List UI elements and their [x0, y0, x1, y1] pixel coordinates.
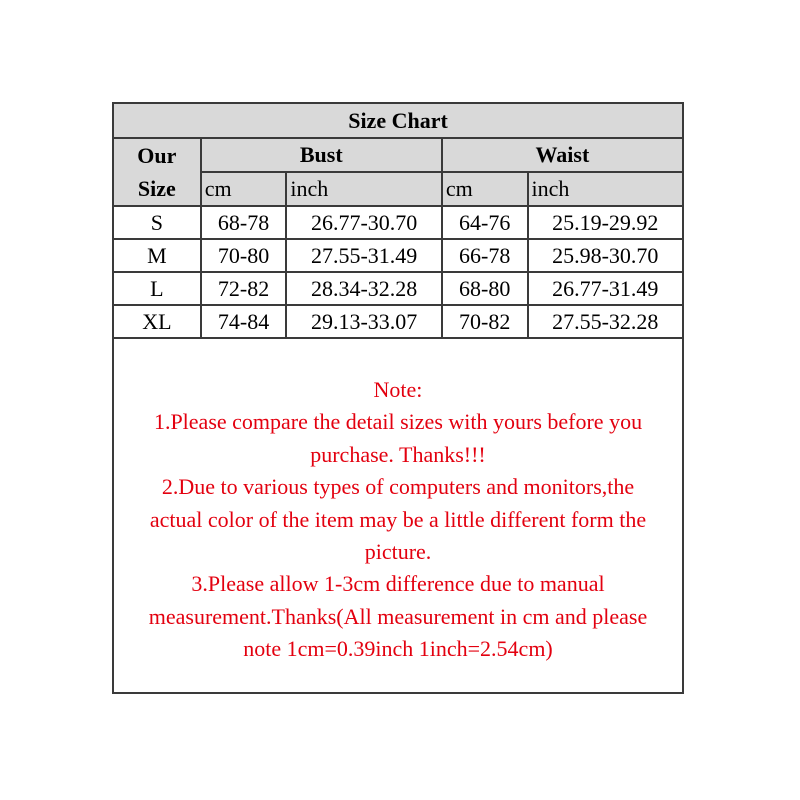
- bust-cm-cell: 68-78: [201, 206, 287, 239]
- note-line: 1.Please compare the detail sizes with yours before you: [153, 409, 643, 435]
- note-line: picture.: [364, 539, 432, 565]
- waist-inch-cell: 27.55-32.28: [528, 305, 683, 338]
- bust-cm-cell: 72-82: [201, 272, 287, 305]
- size-chart-frame: [112, 102, 684, 694]
- waist-inch-cell: 25.98-30.70: [528, 239, 683, 272]
- note-line: actual color of the item may be a little different form the: [149, 506, 647, 532]
- table-row: [113, 305, 683, 338]
- waist-cm-cell: 64-76: [442, 206, 528, 239]
- waist-cm-cell: 66-78: [442, 239, 528, 272]
- bust-inch-cell: 29.13-33.07: [286, 305, 441, 338]
- bust-inch-cell: 28.34-32.28: [286, 272, 441, 305]
- bust-inch-cell: 26.77-30.70: [286, 206, 441, 239]
- size-cell: L: [113, 272, 201, 305]
- table-row: [113, 239, 683, 272]
- waist-inch-cell: 25.19-29.92: [528, 206, 683, 239]
- table-row: [113, 206, 683, 239]
- note-line: 3.Please allow 1-3cm difference due to manual: [191, 571, 605, 597]
- note-block: [114, 374, 682, 666]
- bust-cm-cell: 74-84: [201, 305, 287, 338]
- size-cell: XL: [113, 305, 201, 338]
- bust-cm-cell: 70-80: [201, 239, 287, 272]
- waist-cm-cell: 68-80: [442, 272, 528, 305]
- size-chart-table: [112, 102, 684, 339]
- table-row: [113, 272, 683, 305]
- waist-cm-header: cm: [442, 172, 528, 206]
- table-title: Size Chart: [113, 103, 683, 138]
- size-cell: S: [113, 206, 201, 239]
- waist-inch-cell: 26.77-31.49: [528, 272, 683, 305]
- bust-header: Bust: [201, 138, 442, 172]
- size-header-line1: Our: [137, 143, 177, 168]
- note-heading: Note:: [373, 377, 423, 402]
- note-line: measurement.Thanks(All measurement in cm and please: [148, 603, 648, 629]
- waist-inch-header: inch: [528, 172, 683, 206]
- note-line: 2.Due to various types of computers and monitors,the: [161, 474, 635, 500]
- waist-cm-cell: 70-82: [442, 305, 528, 338]
- bust-cm-header: cm: [201, 172, 287, 206]
- note-line: purchase. Thanks!!!: [310, 441, 486, 467]
- note-line: note 1cm=0.39inch 1inch=2.54cm): [243, 636, 553, 662]
- bust-inch-header: inch: [286, 172, 441, 206]
- bust-inch-cell: 27.55-31.49: [286, 239, 441, 272]
- size-column-header: [113, 138, 201, 206]
- size-header-line2: Size: [137, 176, 176, 201]
- size-cell: M: [113, 239, 201, 272]
- waist-header: Waist: [442, 138, 683, 172]
